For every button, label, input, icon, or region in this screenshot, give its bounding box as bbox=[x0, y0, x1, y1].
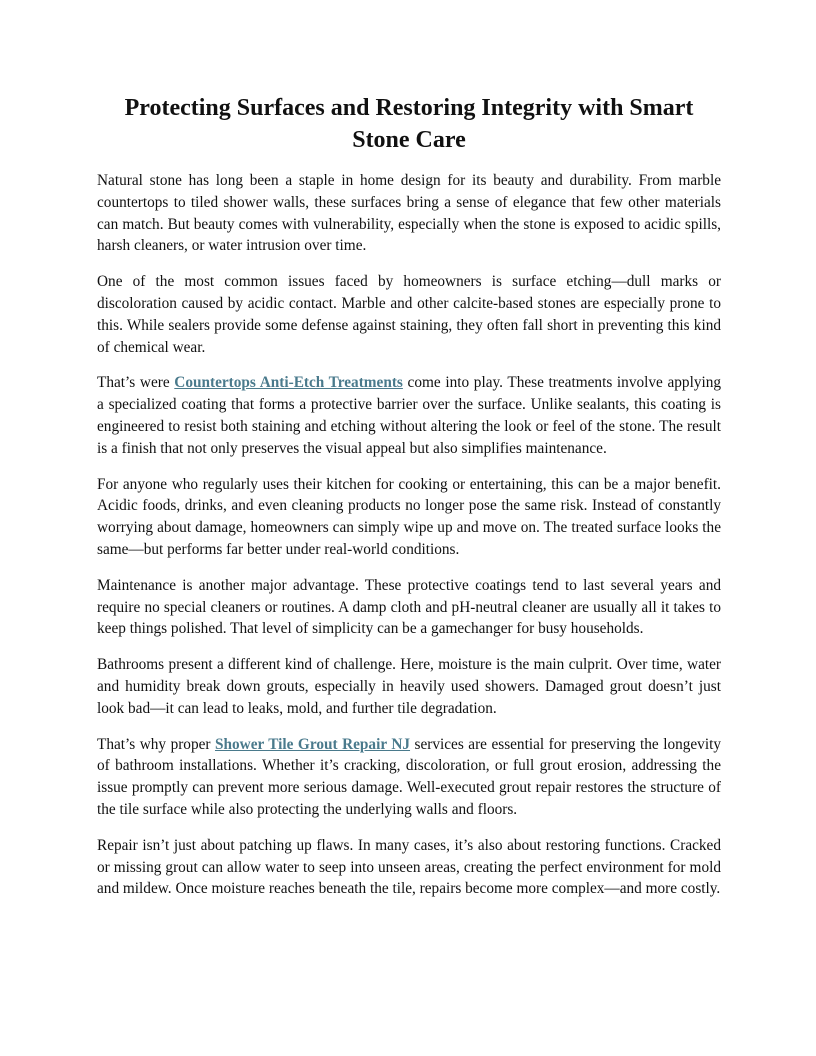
paragraph-7-lead: That’s why proper bbox=[97, 735, 215, 753]
paragraph-3-lead: That’s were bbox=[97, 374, 175, 392]
document-page bbox=[97, 92, 721, 914]
paragraph-6: Bathrooms present a different kind of challenge. Here, moisture is the main culprit. Over time, water and humidity break down grouts, especially in heavily used showers. Damaged grout doesn’t just look bad—it can lead to leaks, mold, and further tile degradation. bbox=[97, 656, 721, 717]
paragraph-3 bbox=[97, 372, 721, 459]
paragraph-2: One of the most common issues faced by homeowners is surface etching—dull marks or discoloration caused by acidic contact. Marble and other calcite-based stones are especially prone to this. While sealers provide some defense against staining, they often fall short in preventing this kind of chemical wear. bbox=[97, 273, 721, 356]
paragraph-4: For anyone who regularly uses their kitchen for cooking or entertaining, this can be a major benefit. Acidic foods, drinks, and even cleaning products no longer pose the same risk. Instead of constantly worrying about damage, homeowners can simply wipe up and move on. The treated surface looks the same—but performs far better under real-world conditions. bbox=[97, 475, 721, 558]
paragraph-7-rest: services are essential for preserving the longevity of bathroom installations. Whether it’s cracking, discoloration, or full grout erosion, addressing the issue promptly can prevent more serious damage. Well-executed grout repair restores the structure of the tile surface while also protecting the underlying walls and floors. bbox=[97, 735, 721, 818]
paragraph-8: Repair isn’t just about patching up flaws. In many cases, it’s also about restoring functions. Cracked or missing grout can allow water to seep into unseen areas, creating the perfect environment for mold and mildew. Once moisture reaches beneath the tile, repairs become more complex—and more costly. bbox=[97, 836, 721, 898]
paragraph-1: Natural stone has long been a staple in home design for its beauty and durability. From marble countertops to tiled shower walls, these surfaces bring a sense of elegance that few other materials can match. But beauty comes with vulnerability, especially when the stone is exposed to acidic spills, harsh cleaners, or water intrusion over time. bbox=[97, 172, 721, 255]
paragraph-3-rest: come into play. These treatments involve applying a specialized coating that forms a protective barrier over the surface. Unlike sealants, this coating is engineered to resist both staining and etching without altering the look or feel of the stone. The result is a finish that not only preserves the visual appeal but also simplifies maintenance. bbox=[97, 374, 722, 457]
paragraph-5: Maintenance is another major advantage. These protective coatings tend to last several years and require no special cleaners or routines. A damp cloth and pH-neutral cleaner are usually all it takes to keep things polished. That level of simplicity can be a gamechanger for busy households. bbox=[97, 576, 721, 638]
grout-repair-link[interactable]: Shower Tile Grout Repair NJ bbox=[214, 735, 411, 753]
document-title: Protecting Surfaces and Restoring Integrity with Smart Stone Care bbox=[124, 95, 694, 153]
paragraph-7 bbox=[97, 734, 721, 821]
anti-etch-treatments-link[interactable]: Countertops Anti-Etch Treatments bbox=[174, 374, 403, 392]
